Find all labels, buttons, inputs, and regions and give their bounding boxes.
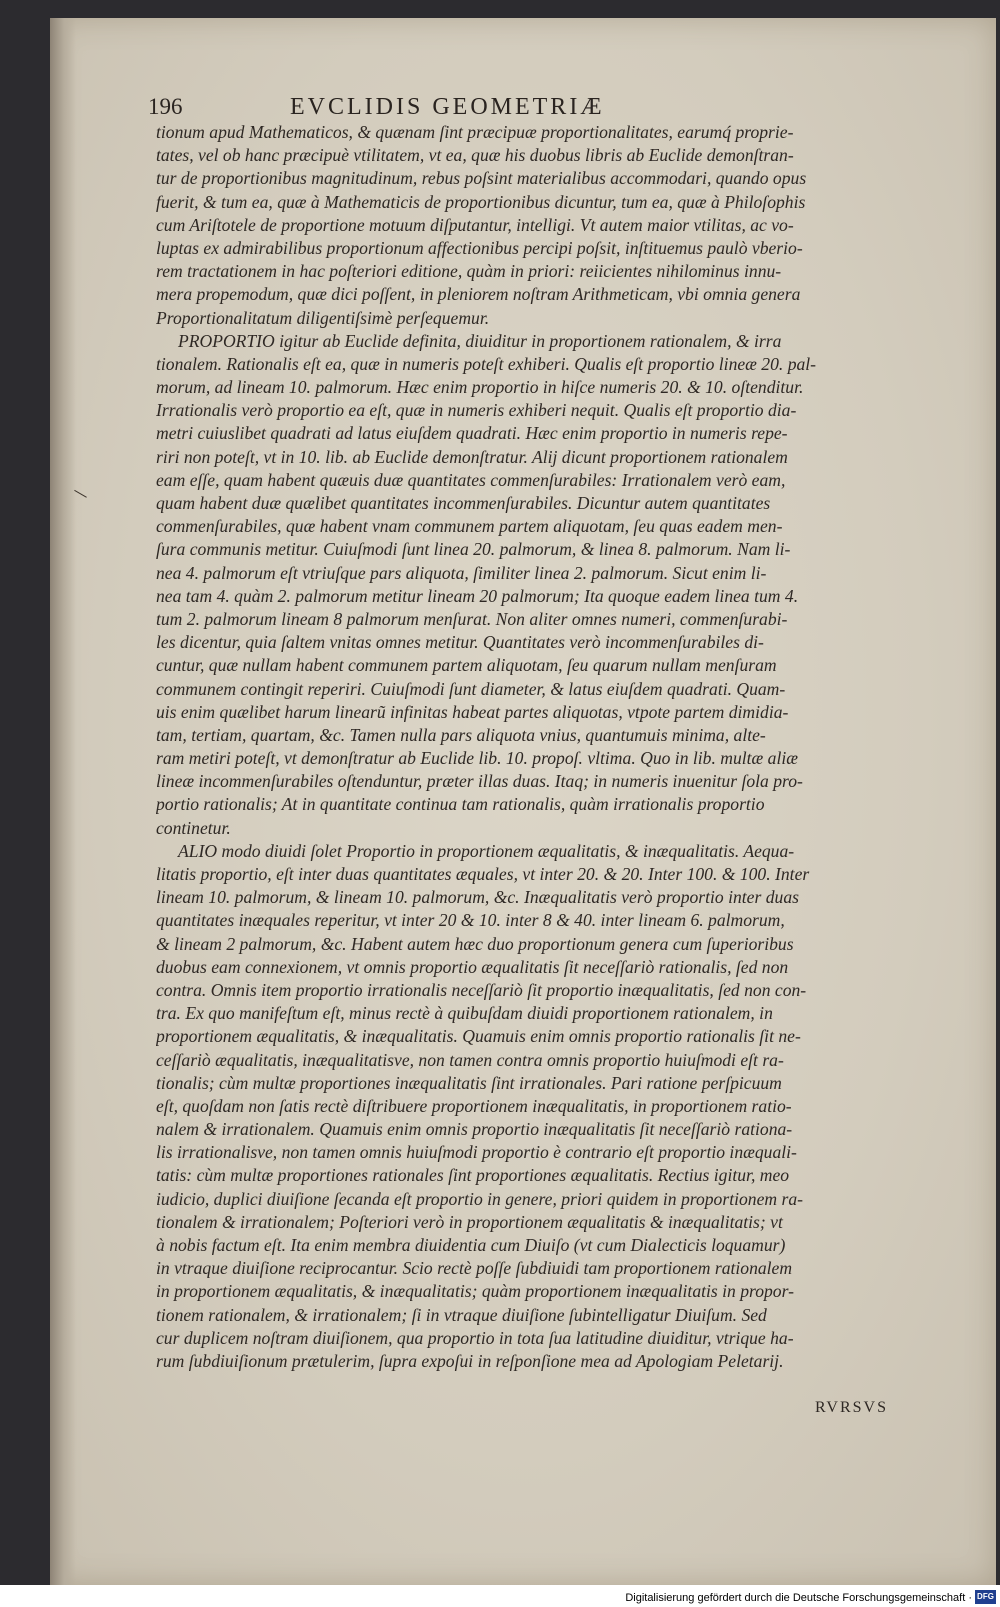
dfg-logo: DFG (975, 1590, 996, 1604)
text-line: uis enim quælibet harum linearũ infinitas habeat partes aliquotas, vtpote partem dimidia- (156, 701, 789, 722)
text-line: tates, vel ob hanc præcipuè vtilitatem, vt ea, quæ his duobus libris ab Euclide demonſtran- (156, 145, 794, 166)
text-line (156, 1373, 894, 1396)
text-line: morum, ad lineam 10. palmorum. Hæc enim proportio in hiſce numeris 20. & 10. oſtenditur. (156, 377, 804, 398)
catchword: RVRSVS (815, 1399, 888, 1417)
text-line: in vtraque diuiſione reciprocantur. Scio rectè poſſe ſubdiuidi tam proportionem rationalem (156, 1258, 793, 1279)
body-text (156, 121, 894, 1420)
text-line: lis irrationalisve, non tamen omnis huiuſmodi proportio è contrario eſt proportio inæquali- (156, 1142, 797, 1163)
text-line: lineæ incommenſurabiles oſtenduntur, præter illas duas. Itaq; in numeris inuenitur ſola pro- (156, 771, 803, 792)
text-line: tam, tertiam, quartam, &c. Tamen nulla pars aliquota vnius, quantumuis minima, alte- (156, 724, 766, 745)
text-line: eam eſſe, quam habent quæuis duæ quantitates commenſurabiles: Irrationalem verò eam, (156, 469, 786, 490)
paragraph-start-line: ALIO modo diuidi ſolet Proportio in proportionem æqualitatis, & inæqualitatis. Aequa- (178, 840, 795, 861)
text-line: portio rationalis; At in quantitate continua tam rationalis, quàm irrationalis proportio (156, 794, 765, 815)
text-line: iudicio, duplici diuiſione ſecanda eſt proportio in genere, priori quidem in proportionem ra- (156, 1188, 803, 1209)
text-line: luptas ex admirabilibus proportionum affectionibus percipi poſsit, inſtituemus paulò vberio- (156, 237, 803, 258)
text-line: les dicentur, quia ſaltem vnitas omnes metitur. Quantitates verò incommenſurabiles di- (156, 632, 764, 653)
text-line: fuerit, & tum ea, quæ à Mathematicis de proportionibus dicuntur, tum ea, quæ à Philoſophis (156, 191, 806, 212)
page-number: 196 (148, 94, 183, 119)
text-line: cuntur, quæ nullam habent communem partem aliquotam, ſeu quarum nullam menſuram (156, 655, 777, 676)
text-line: communem contingit reperiri. Cuiuſmodi ſunt diameter, & latus eiuſdem quadrati. Quam- (156, 678, 786, 699)
text-line: tionalem & irrationalem; Poſteriori verò in proportionem æqualitatis & inæqualitatis; vt (156, 1211, 783, 1232)
text-line: mera propemodum, quæ dici poſſent, in pleniorem noſtram Arithmeticam, vbi omnia genera (156, 284, 801, 305)
footer-bar (0, 1585, 1000, 1607)
page-binding-shadow (50, 18, 76, 1585)
text-line: tionalis; cùm multæ proportiones inæqualitatis ſint irrationales. Pari ratione perſpicuum (156, 1072, 782, 1093)
text-line: ceſſariò æqualitatis, inæqualitatisve, non tamen contra omnis proportio huiuſmodi eſt ra- (156, 1049, 784, 1070)
text-line: Proportionalitatum diligentiſsimè perſequemur. (156, 307, 490, 328)
running-title: EVCLIDIS GEOMETRIÆ (290, 94, 605, 120)
text-line: à nobis factum eſt. Ita enim membra diuidentia cum Diuiſo (vt cum Dialecticis loquamur) (156, 1235, 786, 1255)
text-line: cur duplicem noſtram diuiſionem, qua proportio in tota ſua latitudine diuiditur, vtrique ha- (156, 1327, 794, 1348)
text-line: contra. Omnis item proportio irrationalis neceſſariò ſit proportio inæqualitatis, ſed non con- (156, 979, 807, 1000)
paragraph-start-line: PROPORTIO igitur ab Euclide definita, diuiditur in proportionem rationalem, & irra (178, 330, 782, 351)
text-line: & lineam 2 palmorum, &c. Habent autem hæc duo proportionum genera cum ſuperioribus (156, 933, 794, 954)
text-line: lineam 10. palmorum, & lineam 10. palmorum, &c. Inæqualitatis verò proportio inter duas (156, 887, 799, 908)
text-line: ſura communis metitur. Cuiuſmodi ſunt linea 20. palmorum, & linea 8. palmorum. Nam li- (156, 539, 791, 560)
text-line: nalem & irrationalem. Quamuis enim omnis proportio inæqualitatis ſit neceſſariò rationa- (156, 1119, 793, 1140)
text-line: tur de proportionibus magnitudinum, rebus poſsint materialibus accommodari, quando opus (156, 168, 807, 189)
text-line: cum Ariſtotele de proportione motuum diſputantur, intelligi. Vt autem maior vtilitas, ac vo- (156, 214, 794, 235)
text-line: tionem rationalem, & irrationalem; ſi in vtraque diuiſione ſubintelligatur Diuiſum. Sed (156, 1304, 767, 1325)
page-header (148, 94, 888, 122)
text-line: tionalem. Rationalis eſt ea, quæ in numeris poteſt exhiberi. Qualis eſt proportio lineæ 20. pal- (156, 353, 817, 374)
text-line: rem tractationem in hac poſteriori editione, quàm in priori: reiicientes nihilominus innu- (156, 261, 782, 282)
funding-credit: Digitalisierung gefördert durch die Deutsche Forschungsgemeinschaft · (625, 1592, 972, 1604)
text-line: in proportionem æqualitatis, & inæqualitatis; quàm proportionem inæqualitatis in propor- (156, 1281, 794, 1302)
text-line: tra. Ex quo manifeſtum eſt, minus rectè à quibuſdam diuidi proportionem rationalem, in (156, 1003, 773, 1024)
text-line: rum ſubdiuiſionum prætulerim, ſupra expoſui in reſponſione mea ad Apologiam Peletarij. (156, 1350, 784, 1371)
text-line: eſt, quoſdam non ſatis rectè diſtribuere proportionem inæqualitatis, in proportionem ratio- (156, 1095, 792, 1116)
text-line: tatis: cùm multæ proportiones rationales ſint proportiones æqualitatis. Rectius igitur, meo (156, 1165, 790, 1186)
text-line: tionum apud Mathematicos, & quænam ſint præcipuæ proportionalitates, earumq́ proprie- (156, 122, 794, 142)
text-line: riri non poteſt, vt in 10. lib. ab Euclide demonſtratur. Alij dicunt proportionem rationalem (156, 446, 788, 467)
text-line: continetur. (156, 817, 231, 838)
text-line: proportionem æqualitatis, & inæqualitatis. Quamuis enim omnis proportio rationalis ſit ne- (156, 1026, 801, 1047)
text-line: quantitates inæquales reperitur, vt inter 20 & 10. inter 8 & 40. inter lineam 6. palmorum, (156, 910, 785, 931)
text-line: duobus eam connexionem, vt omnis proportio æqualitatis ſit neceſſariò rationalis, ſed non (156, 956, 789, 977)
text-line: quam habent duæ quælibet quantitates incommenſurabiles. Dicuntur autem quantitates (156, 493, 771, 513)
text-line: Irrationalis verò proportio ea eſt, quæ in numeris exhiberi nequit. Qualis eſt proportio dia- (156, 400, 797, 421)
text-line: nea tam 4. quàm 2. palmorum metitur lineam 20 palmorum; Ita quoque eadem linea tum 4. (156, 585, 799, 606)
text-line: nea 4. palmorum eſt vtriuſque pars aliquota, ſimiliter linea 2. palmorum. Sicut enim li- (156, 562, 767, 583)
text-line: metri cuiuslibet quadrati ad latus eiuſdem quadrati. Hæc enim proportio in numeris repe- (156, 423, 788, 444)
text-line: ram metiri poteſt, vt demonſtratur ab Euclide lib. 10. propoſ. vltima. Quo in lib. multæ aliæ (156, 748, 798, 769)
text-line: litatis proportio, eſt inter duas quantitates æquales, vt inter 20. & 20. Inter 100. & 100. Inter (156, 864, 810, 884)
text-line: tum 2. palmorum lineam 8 palmorum menſurat. Non aliter omnes numeri, commenſurabi- (156, 608, 788, 629)
text-line: commenſurabiles, quæ habent vnam communem partem aliquotam, ſeu quas eadem men- (156, 516, 783, 537)
